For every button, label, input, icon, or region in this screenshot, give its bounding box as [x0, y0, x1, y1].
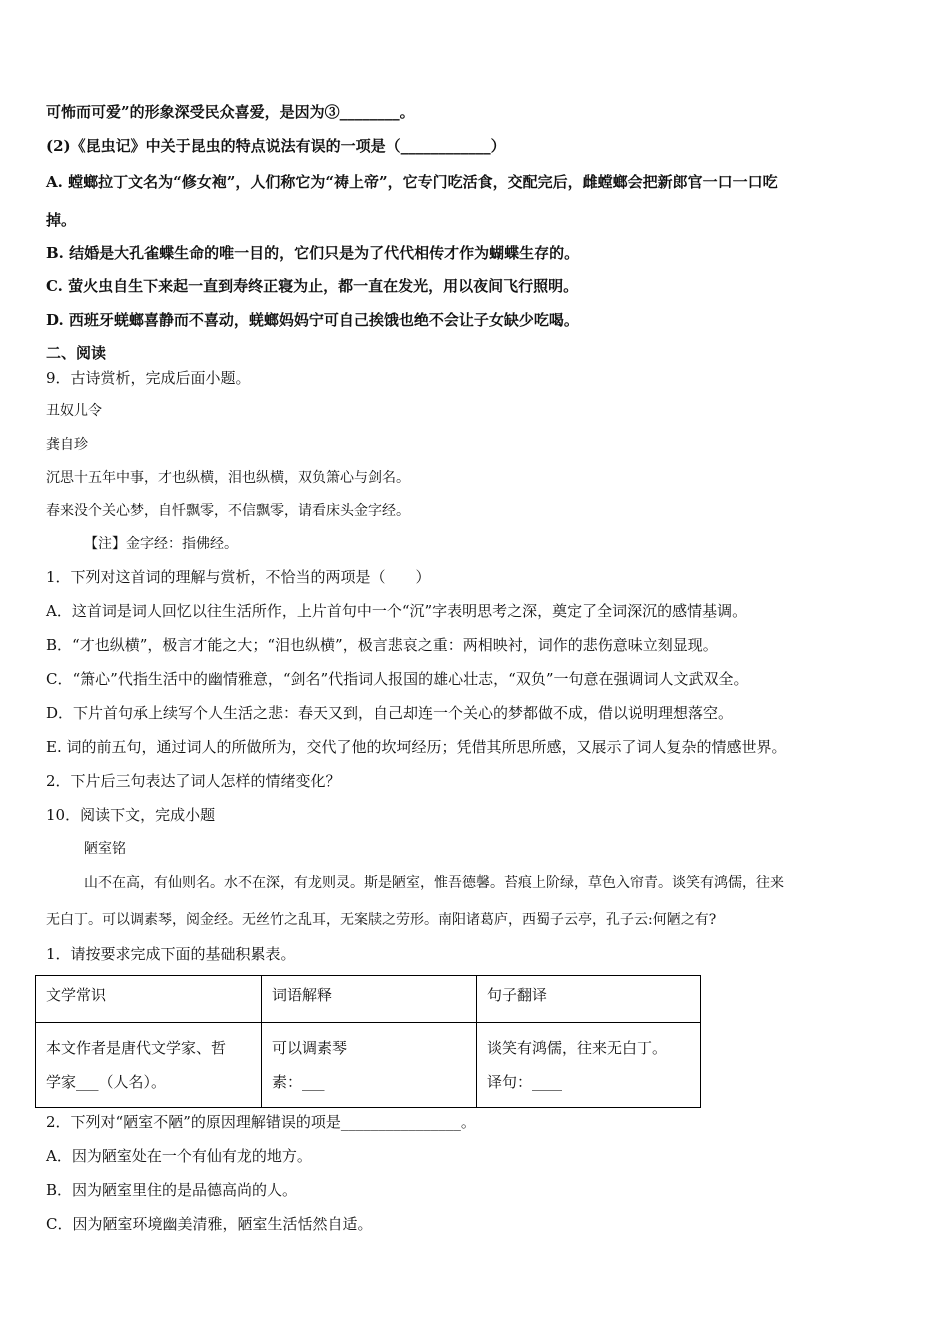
q9-title: 9．古诗赏析，完成后面小题。 [46, 369, 251, 387]
text-line-2: 无白丁。可以调素琴，阅金经。无丝竹之乱耳，无案牍之劳形。南阳诸葛庐，西蜀子云亭，孔子云:何陋之有? [46, 912, 717, 928]
q9-subquestion-1: 1．下列对这首词的理解与赏析，不恰当的两项是（ ） [46, 568, 431, 586]
q9-option-a: A．这首词是词人回忆以往生活所作，上片首句中一个“沉”字表明思考之深，奠定了全词深沉的感情基调。 [46, 602, 748, 620]
q10-option-b: B．因为陋室里住的是品德高尚的人。 [46, 1181, 298, 1199]
text-title: 陋室铭 [84, 841, 126, 857]
q8-option-a-line1: A. 螳螂拉丁文名为“修女袍”，人们称它为“祷上帝”，它专门吃活食，交配完后，雌螳螂会把新郎官一口一口吃 [46, 173, 778, 191]
cell-line: 谈笑有鸿儒，往来无白丁。 [487, 1039, 668, 1057]
q8-option-a-line2: 掉。 [46, 211, 77, 229]
cell-line: 素：___ [272, 1073, 325, 1091]
q10-subquestion-2: 2．下列对“陋室不陋”的原因理解错误的项是________________。 [46, 1113, 476, 1131]
section-heading: 二、阅读 [46, 344, 107, 362]
accumulation-table [35, 975, 701, 1108]
poem-author: 龚自珍 [46, 437, 88, 453]
q9-option-b: B．“才也纵横”，极言才能之大；“泪也纵横”，极言悲哀之重：两相映衬，词作的悲伤意味立刻显现。 [46, 636, 718, 654]
cell-line: 译句：____ [487, 1073, 563, 1091]
cell-line: 本文作者是唐代文学家、哲 [46, 1039, 227, 1057]
table-header-cell: 文学常识 [36, 976, 262, 1023]
cell-line: 可以调素琴 [272, 1039, 348, 1057]
q10-title: 10．阅读下文，完成小题 [46, 806, 216, 824]
table-header-row [36, 976, 701, 1023]
q9-option-e: E. 词的前五句，通过词人的所做所为，交代了他的坎坷经历；凭借其所思所感，又展示了词人复杂的情感世界。 [46, 738, 787, 756]
q9-option-c: C．“箫心”代指生活中的幽情雅意，“剑名”代指词人报国的雄心壮志，“双负”一句意在强调词人文武双全。 [46, 670, 749, 688]
poem-note: 【注】金字经：指佛经。 [84, 536, 238, 552]
q8-option-c: C. 萤火虫自生下来起一直到寿终正寝为止，都一直在发光，用以夜间飞行照明。 [46, 277, 579, 295]
table-row [36, 1023, 701, 1108]
poem-line-2: 春来没个关心梦，自忏飘零，不信飘零，请看床头金字经。 [46, 503, 410, 519]
table-header-cell: 句子翻译 [477, 976, 701, 1023]
q9-subquestion-2: 2．下片后三句表达了词人怎样的情绪变化？ [46, 772, 341, 790]
poem-title: 丑奴儿令 [46, 403, 102, 419]
q10-option-c: C．因为陋室环境幽美清雅，陋室生活恬然自适。 [46, 1215, 373, 1233]
q8-line1: 可怖而可爱”的形象深受民众喜爱，是因为③________。 [46, 103, 415, 121]
q10-subquestion-1: 1．请按要求完成下面的基础积累表。 [46, 945, 296, 963]
cell-line: 学家___（人名）。 [46, 1073, 167, 1091]
q8-subquestion-2: (2)《昆虫记》中关于昆虫的特点说法有误的一项是（____________） [46, 137, 506, 155]
table-cell-word [262, 1023, 477, 1108]
text-line-1: 山不在高，有仙则名。水不在深，有龙则灵。斯是陋室，惟吾德馨。苔痕上阶绿，草色入帘青。谈笑有鸿儒，往来 [84, 875, 784, 891]
q8-option-b: B. 结婚是大孔雀蝶生命的唯一目的，它们只是为了代代相传才作为蝴蝶生存的。 [46, 244, 580, 262]
q10-option-a: A．因为陋室处在一个有仙有龙的地方。 [46, 1147, 312, 1165]
q9-option-d: D．下片首句承上续写个人生活之悲：春天又到，自己却连一个关心的梦都做不成，借以说明理想落空。 [46, 704, 734, 722]
table-cell-literature [36, 1023, 262, 1108]
poem-line-1: 沉思十五年中事，才也纵横，泪也纵横，双负箫心与剑名。 [46, 470, 410, 486]
q8-option-d: D. 西班牙蜣螂喜静而不喜动，蜣螂妈妈宁可自己挨饿也绝不会让子女缺少吃喝。 [46, 311, 579, 329]
table-header-cell: 词语解释 [262, 976, 477, 1023]
table-cell-translation [477, 1023, 701, 1108]
